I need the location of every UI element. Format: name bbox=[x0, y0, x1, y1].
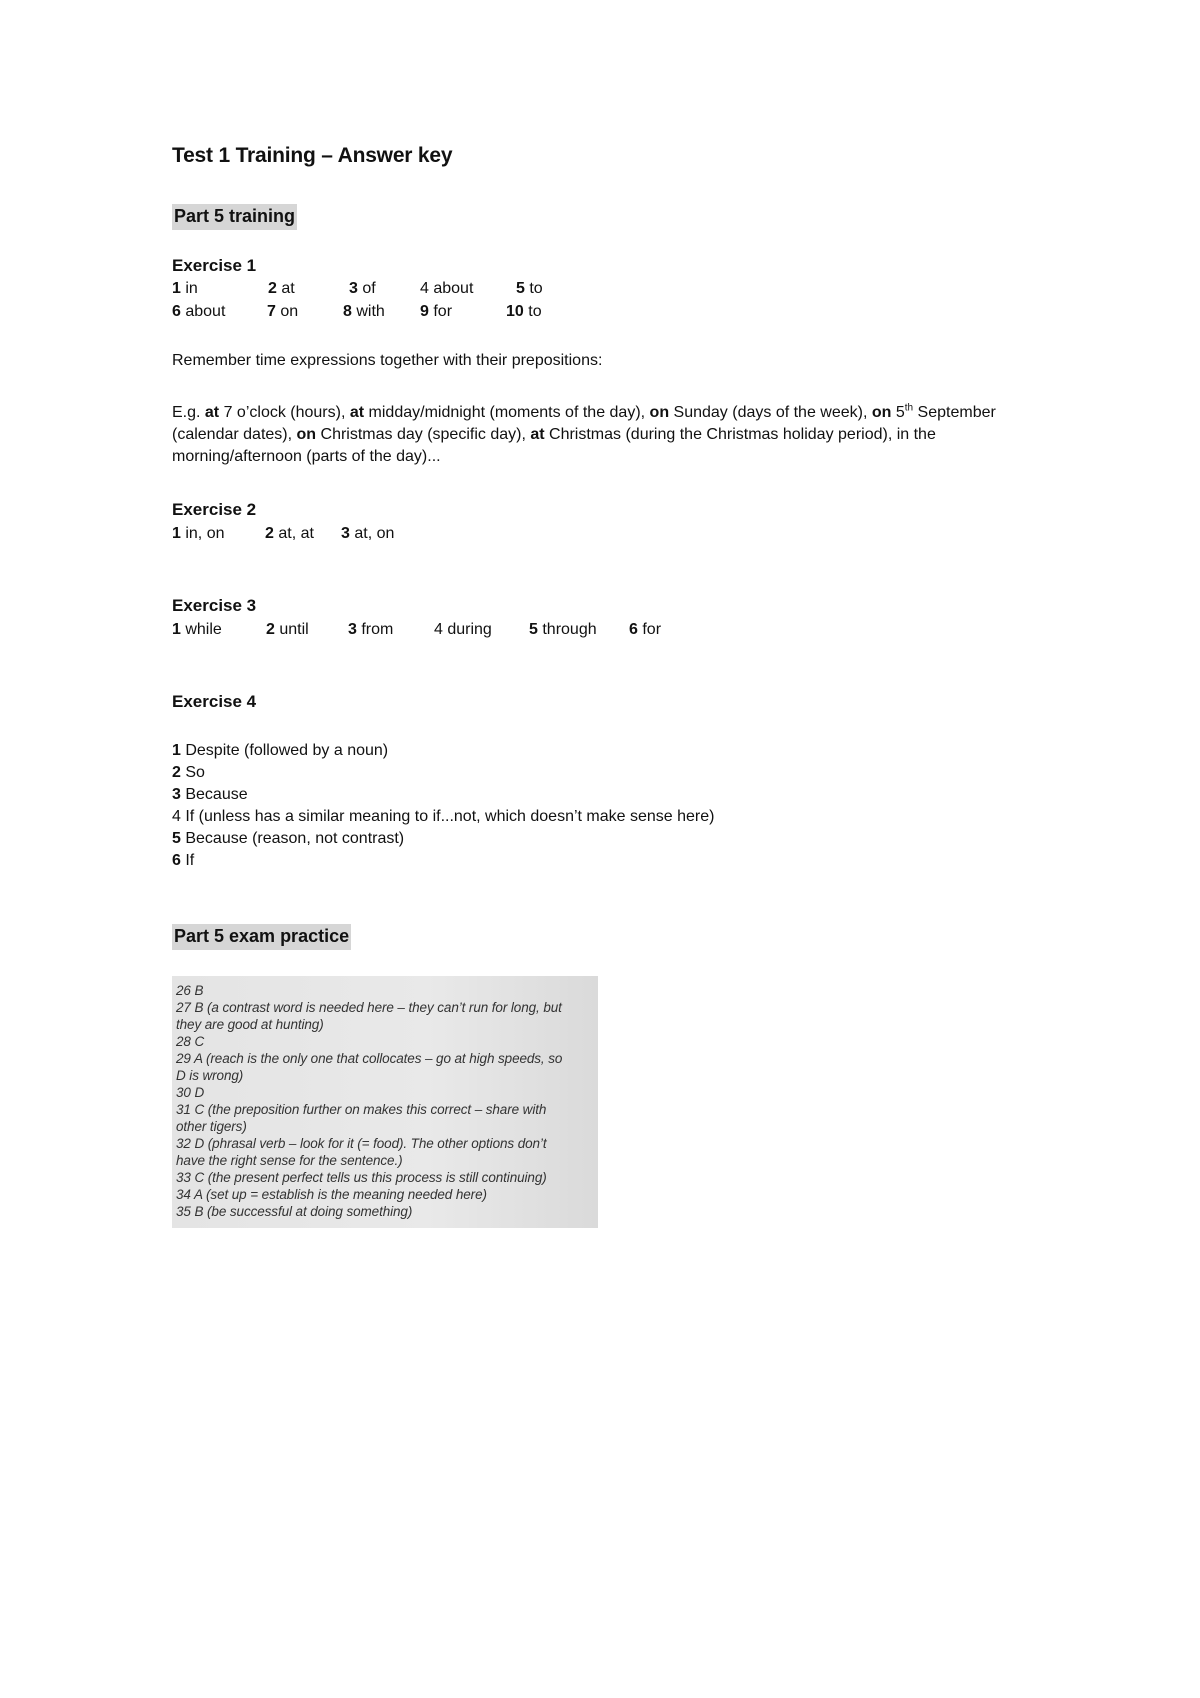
exercise3-title: Exercise 3 bbox=[172, 596, 257, 615]
answer-item: 1 while bbox=[172, 621, 222, 638]
answer-item: 1 in bbox=[172, 280, 198, 297]
exercise2-title: Exercise 2 bbox=[172, 500, 257, 519]
answer-item: 3 at, on bbox=[341, 525, 395, 542]
scan-line: 32 D (phrasal verb – look for it (= food). The other options don’t bbox=[176, 1136, 547, 1151]
remember-note: Remember time expressions together with their prepositions: bbox=[172, 352, 603, 369]
page-title: Test 1 Training – Answer key bbox=[172, 144, 453, 167]
answer-item: 4 about bbox=[420, 280, 474, 297]
list-item: 1 Despite (followed by a noun) bbox=[172, 742, 389, 759]
scan-line: 35 B (be successful at doing something) bbox=[176, 1204, 413, 1219]
scan-line: 26 B bbox=[176, 983, 204, 998]
answer-item: 8 with bbox=[343, 303, 385, 320]
list-item: 6 If bbox=[172, 852, 195, 869]
scan-line: 30 D bbox=[176, 1085, 205, 1100]
list-item: 3 Because bbox=[172, 786, 248, 803]
answer-item: 10 to bbox=[506, 303, 542, 320]
answer-item: 6 for bbox=[629, 621, 662, 638]
answer-item: 4 during bbox=[434, 621, 492, 638]
answer-item: 1 in, on bbox=[172, 525, 225, 542]
answer-item: 6 about bbox=[172, 303, 226, 320]
scan-line: other tigers) bbox=[176, 1119, 247, 1134]
scan-line: have the right sense for the sentence.) bbox=[176, 1153, 403, 1168]
answer-item: 5 through bbox=[529, 621, 597, 638]
answer-item: 3 of bbox=[349, 280, 376, 297]
answer-item: 2 at, at bbox=[265, 525, 314, 542]
answer-item: 9 for bbox=[420, 303, 453, 320]
list-item: 2 So bbox=[172, 764, 205, 781]
scan-line: 28 C bbox=[176, 1034, 205, 1049]
exercise1-title: Exercise 1 bbox=[172, 256, 257, 275]
answer-item: 7 on bbox=[267, 303, 299, 320]
part5-exam-practice-heading: Part 5 exam practice bbox=[172, 924, 351, 950]
exam-practice-scan-image bbox=[172, 976, 598, 1228]
answer-item: 5 to bbox=[516, 280, 543, 297]
list-item: 5 Because (reason, not contrast) bbox=[172, 830, 405, 847]
scan-line: 29 A (reach is the only one that collocates – go at high speeds, so bbox=[176, 1051, 563, 1066]
exercise4-answers bbox=[172, 740, 714, 872]
answer-item: 2 at bbox=[268, 280, 295, 297]
scan-line: 34 A (set up = establish is the meaning needed here) bbox=[176, 1187, 487, 1202]
list-item: 4 If (unless has a similar meaning to if...not, which doesn’t make sense here) bbox=[172, 808, 715, 825]
scan-line: 27 B (a contrast word is needed here – they can’t run for long, but bbox=[176, 1000, 562, 1015]
scan-line: D is wrong) bbox=[176, 1068, 244, 1083]
part5-training-heading: Part 5 training bbox=[172, 204, 297, 230]
exercise4-title: Exercise 4 bbox=[172, 692, 257, 711]
scan-line: they are good at hunting) bbox=[176, 1017, 324, 1032]
scan-line: 33 C (the present perfect tells us this process is still continuing) bbox=[176, 1170, 547, 1185]
answer-item: 3 from bbox=[348, 621, 394, 638]
answer-item: 2 until bbox=[266, 621, 309, 638]
prepositions-example: E.g. at 7 o’clock (hours), at midday/midnight (moments of the day), on Sunday (days of the week), on 5th September (calendar dates), on Christmas day (specific day), at Christmas (during the Christmas holiday period), in the morning/afternoon (parts of the day)... bbox=[172, 402, 996, 465]
scan-line: 31 C (the preposition further on makes this correct – share with bbox=[176, 1102, 547, 1117]
